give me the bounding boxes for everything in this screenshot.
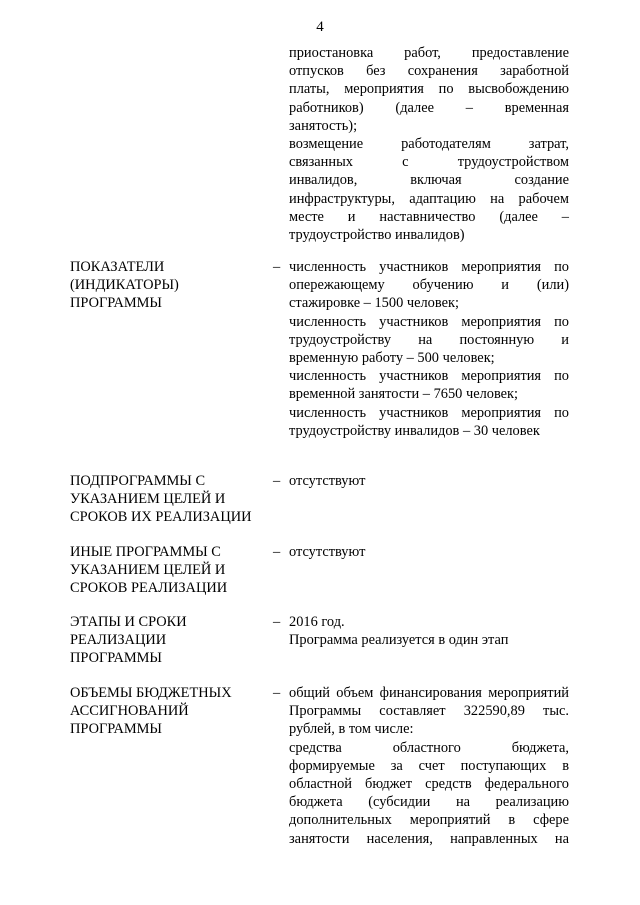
value-paragraph (289, 472, 569, 490)
value-paragraph (289, 613, 569, 631)
section-label: ЭТАПЫ И СРОКИ РЕАЛИЗАЦИИ ПРОГРАММЫ (70, 614, 187, 667)
value-paragraph (289, 631, 569, 649)
section-value (289, 543, 569, 561)
section-dash: – (273, 544, 281, 560)
text-line: отсутствуют (289, 544, 366, 560)
budget-paragraph (289, 739, 569, 848)
text-line: трудоустройство инвалидов) (289, 227, 465, 244)
text-line: стажировке – 1500 человек; (289, 295, 459, 312)
text-line: месте и наставничество (далее – (289, 208, 569, 225)
section-label: ИНЫЕ ПРОГРАММЫ С УКАЗАНИЕМ ЦЕЛЕЙ И СРОКОВ РЕАЛИЗАЦИИ (70, 544, 228, 597)
section-label: ОБЪЕМЫ БЮДЖЕТНЫХ АССИГНОВАНИЙ ПРОГРАММЫ (70, 685, 232, 738)
indicator-paragraph (289, 258, 569, 313)
page-number: 4 (316, 19, 324, 35)
text-line: платы, мероприятия по высвобождению (289, 81, 569, 98)
section-label: ПОКАЗАТЕЛИ (ИНДИКАТОРЫ) ПРОГРАММЫ (70, 259, 179, 312)
text-line: дополнительных мероприятий в сфере (289, 812, 569, 829)
text-line: Программа реализуется в один этап (289, 632, 509, 649)
continuation-paragraph (289, 135, 569, 244)
text-line: численность участников мероприятия по (289, 259, 569, 275)
text-line: численность участников мероприятия по (289, 368, 569, 385)
text-line: формируемые за счет поступающих в (289, 757, 569, 774)
continuation-paragraph (289, 44, 569, 135)
indicator-paragraph (289, 313, 569, 368)
text-line: работников) (далее – временная (289, 99, 569, 116)
text-line: временной занятости – 7650 человек; (289, 386, 519, 403)
text-line: связанных с трудоустройством (289, 154, 569, 171)
continuation-text (289, 44, 569, 244)
text-line: опережающему обучению и (или) (289, 277, 569, 294)
text-line: рублей, в том числе: (289, 721, 414, 738)
indicator-paragraph (289, 404, 569, 440)
text-line: отпусков без сохранения заработной (289, 63, 569, 80)
text-line: занятость); (289, 117, 358, 134)
section-dash: – (273, 614, 281, 630)
section-value (289, 684, 569, 848)
text-line: численность участников мероприятия по (289, 313, 569, 330)
text-line: общий объем финансирования мероприятий (289, 685, 569, 701)
section-label: ПОДПРОГРАММЫ С УКАЗАНИЕМ ЦЕЛЕЙ И СРОКОВ ИХ РЕАЛИЗАЦИИ (70, 473, 252, 526)
text-line: численность участников мероприятия по (289, 404, 569, 421)
text-line: инвалидов, включая создание (289, 172, 569, 189)
section-dash: – (273, 473, 281, 489)
section-value (289, 472, 569, 490)
section-dash: – (273, 259, 281, 275)
text-line: занятости населения, направленных на (289, 830, 569, 847)
text-line: областной бюджет средств федерального (289, 776, 569, 793)
text-line: 2016 год. (289, 614, 345, 630)
section-value (289, 258, 569, 440)
text-line: трудоустройству инвалидов – 30 человек (289, 422, 540, 439)
indicator-paragraph (289, 367, 569, 403)
text-line: временную работу – 500 человек; (289, 350, 495, 367)
budget-paragraph (289, 684, 569, 739)
text-line: средства областного бюджета, (289, 739, 569, 756)
section-value (289, 613, 569, 649)
text-line: трудоустройству на постоянную и (289, 331, 569, 348)
text-line: отсутствуют (289, 473, 366, 489)
text-line: возмещение работодателям затрат, (289, 136, 569, 153)
value-paragraph (289, 543, 569, 561)
text-line: приостановка работ, предоставление (289, 45, 569, 61)
section-dash: – (273, 685, 281, 701)
text-line: инфраструктуры, адаптацию на рабочем (289, 190, 569, 207)
text-line: бюджета (субсидии на реализацию (289, 794, 569, 811)
text-line: Программы составляет 322590,89 тыс. (289, 703, 569, 720)
